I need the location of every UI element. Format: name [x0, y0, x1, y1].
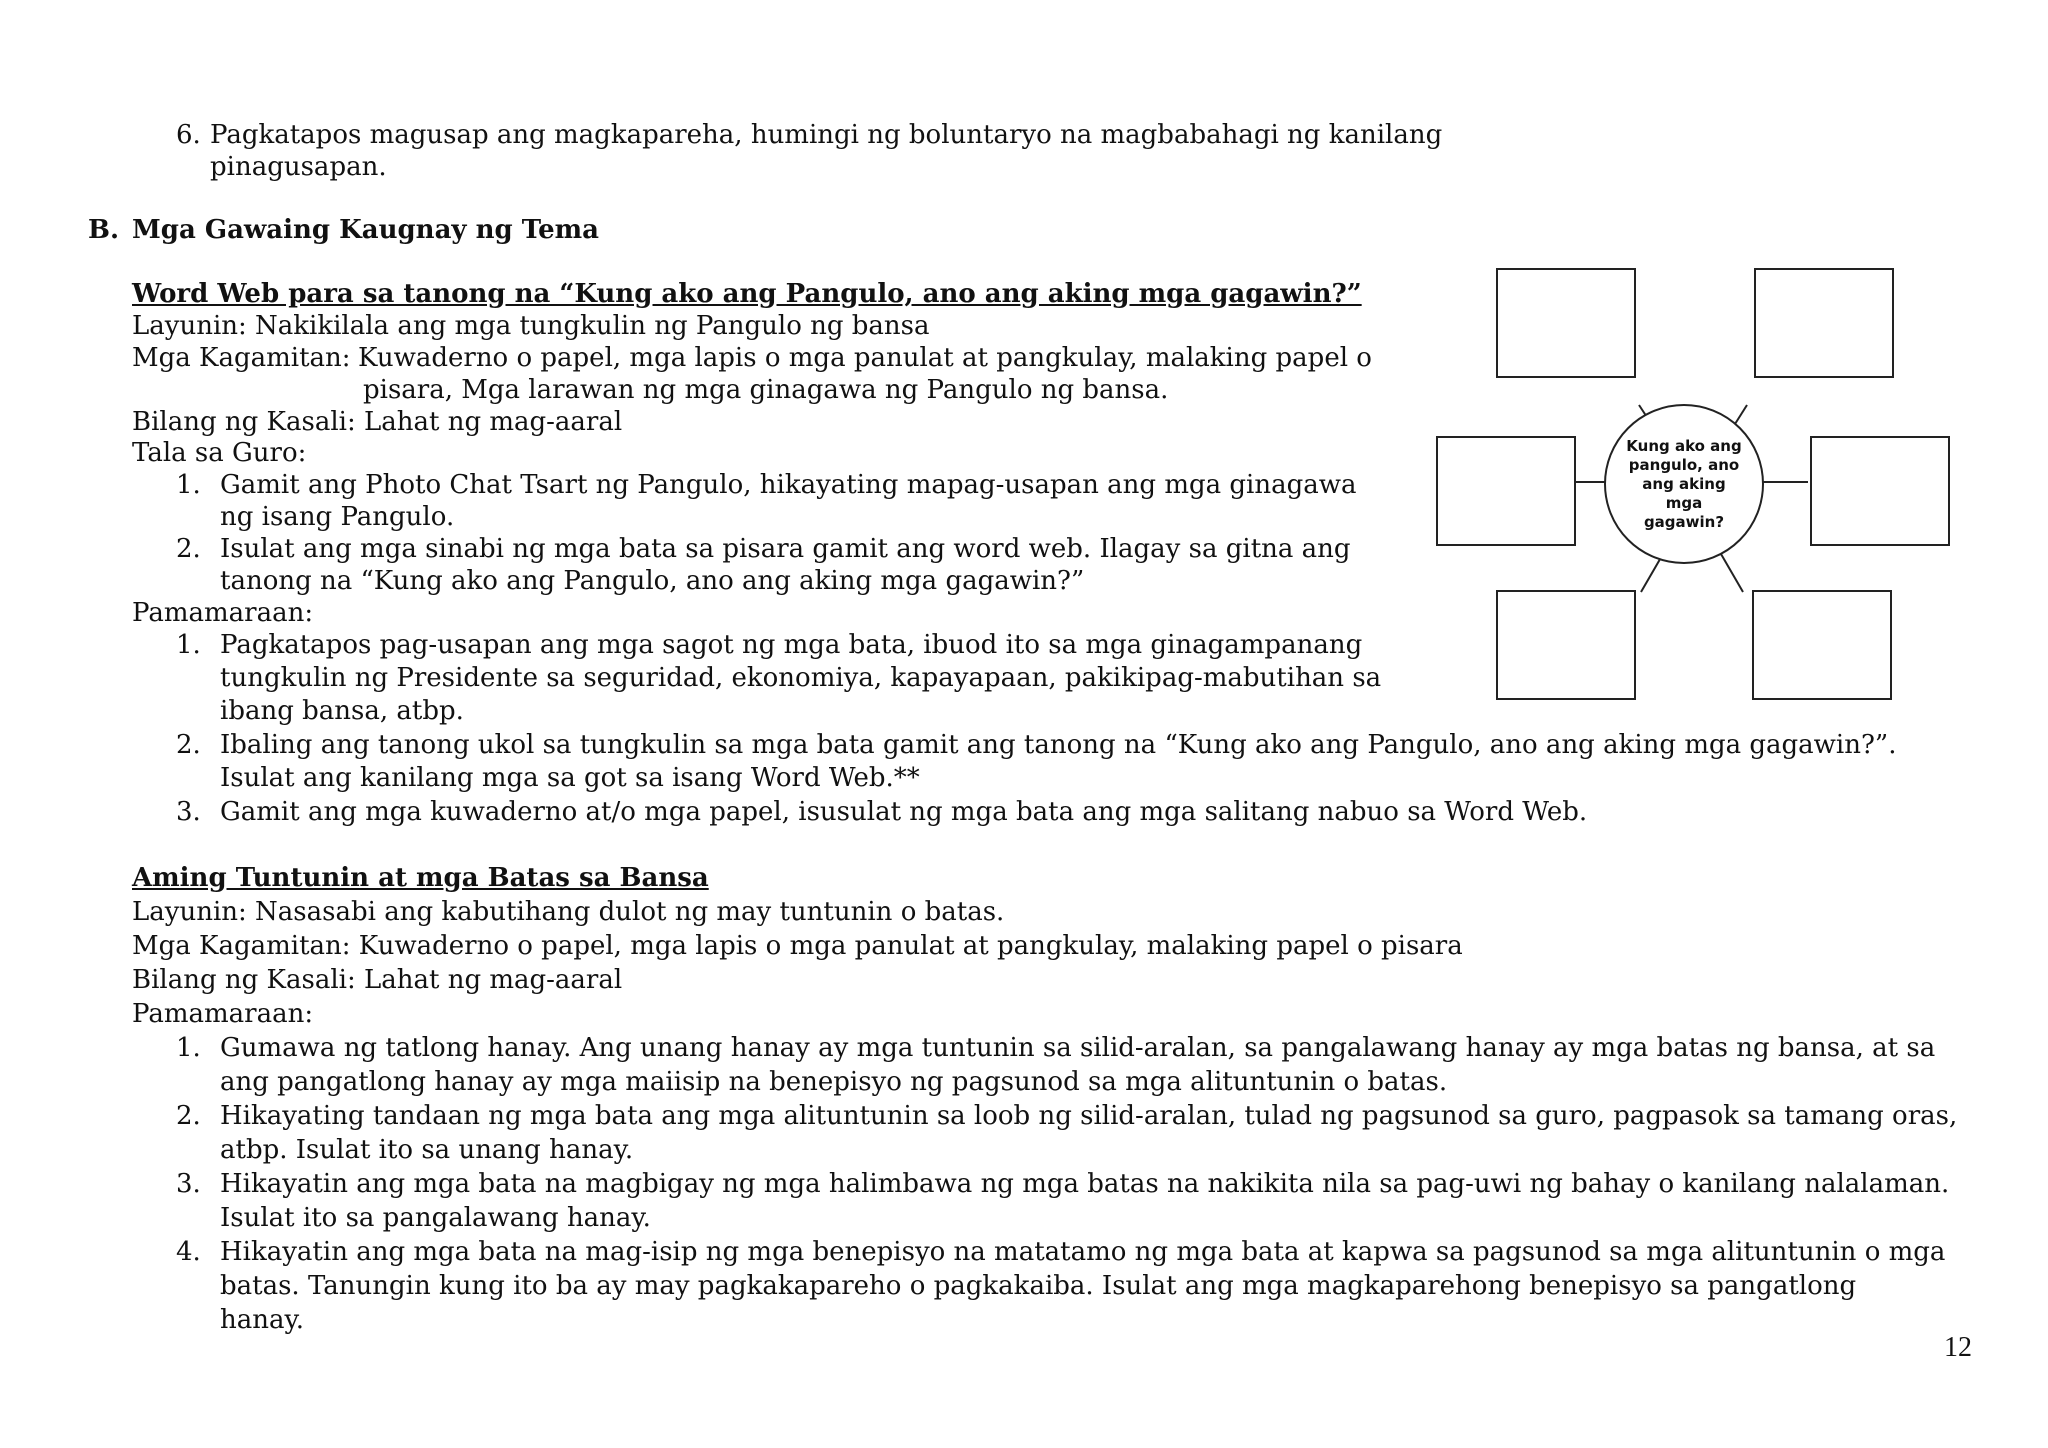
pam2-item-1-line-1: Gumawa ng tatlong hanay. Ang unang hanay ay mga tuntunin sa silid-aralan, sa pangalawang hanay ay mga batas ng bansa, at sa	[220, 1033, 1936, 1063]
pam2-item-4-number: 4.	[176, 1237, 201, 1267]
pam2-item-4-line-2: batas. Tanungin kung ito ba ay may pagkakapareho o pagkakaiba. Isulat ang mga magkaparehong benepisyo sa pangatlong	[220, 1271, 1857, 1301]
pam1-item-2-line-1: Ibaling ang tanong ukol sa tungkulin sa mga bata gamit ang tanong na “Kung ako ang Pangulo, ano ang aking mga gagawin?”.	[220, 730, 1897, 760]
tala-item-1-number: 1.	[176, 470, 201, 500]
pam2-item-3-line-1: Hikayatin ang mga bata na magbigay ng mga halimbawa ng mga batas na nakikita nila sa pag-uwi ng bahay o kanilang nalalaman.	[220, 1169, 1950, 1199]
pam1-item-1-number: 1.	[176, 630, 201, 660]
activity1-kagamitan-line-1: Kuwaderno o papel, mga lapis o mga panulat at pangkulay, malaking papel o	[358, 343, 1372, 373]
word-web-diagram	[1436, 268, 1956, 708]
pam1-item-1-line-1: Pagkatapos pag-usapan ang mga sagot ng mga bata, ibuod ito sa mga ginagampanang	[220, 630, 1363, 660]
pam2-item-3-number: 3.	[176, 1169, 201, 1199]
activity2-layunin: Layunin: Nasasabi ang kabutihang dulot ng may tuntunin o batas.	[132, 897, 1005, 927]
activity1-kagamitan-label: Mga Kagamitan:	[132, 343, 351, 373]
activity1-tala-label: Tala sa Guro:	[132, 438, 307, 468]
web-center-circle	[1604, 404, 1764, 564]
web-box-top-right	[1754, 268, 1894, 378]
pam1-item-2-line-2: Isulat ang kanilang mga sa got sa isang Word Web.**	[220, 763, 920, 793]
connector-bottom-right	[1721, 554, 1743, 592]
pam1-item-3-number: 3.	[176, 797, 201, 827]
pam2-item-3-line-2: Isulat ito sa pangalawang hanay.	[220, 1203, 651, 1233]
web-box-bottom-left	[1496, 590, 1636, 700]
activity1-kasali: Bilang ng Kasali: Lahat ng mag-aaral	[132, 407, 623, 437]
activity2-kagamitan: Mga Kagamitan: Kuwaderno o papel, mga lapis o mga panulat at pangkulay, malaking papel o pisara	[132, 931, 1463, 961]
pam1-item-2-number: 2.	[176, 730, 201, 760]
pam2-item-2-number: 2.	[176, 1101, 201, 1131]
tala-item-1-line-1: Gamit ang Photo Chat Tsart ng Pangulo, hikayating mapag-usapan ang mga ginagawa	[220, 470, 1357, 500]
pam2-item-1-line-2: ang pangatlong hanay ay mga maiisip na benepisyo ng pagsunod sa mga alituntunin o batas.	[220, 1067, 1448, 1097]
activity2-title: Aming Tuntunin at mga Batas sa Bansa	[132, 863, 709, 893]
intro-item-line-2: pinagusapan.	[210, 152, 387, 182]
activity1-kagamitan-line-2: pisara, Mga larawan ng mga ginagawa ng Pangulo ng bansa.	[363, 375, 1169, 405]
page-number: 12	[1944, 1332, 1972, 1363]
web-center-text: Kung ako ang pangulo, ano ang aking mga gagawin?	[1626, 436, 1742, 531]
web-box-bottom-right	[1752, 590, 1892, 700]
pam2-item-4-line-3: hanay.	[220, 1305, 304, 1335]
pam2-item-4-line-1: Hikayatin ang mga bata na mag-isip ng mga benepisyo na matatamo ng mga bata at kapwa sa pagsunod sa mga alituntunin o mga	[220, 1237, 1946, 1267]
pam2-item-1-number: 1.	[176, 1033, 201, 1063]
activity1-title: Word Web para sa tanong na “Kung ako ang Pangulo, ano ang aking mga gagawin?”	[132, 279, 1362, 309]
activity1-layunin: Layunin: Nakikilala ang mga tungkulin ng Pangulo ng bansa	[132, 311, 930, 341]
intro-item-number: 6.	[176, 120, 201, 150]
web-box-left	[1436, 436, 1576, 546]
tala-item-1-line-2: ng isang Pangulo.	[220, 502, 455, 532]
pam1-item-3-line-1: Gamit ang mga kuwaderno at/o mga papel, isusulat ng mga bata ang mga salitang nabuo sa Word Web.	[220, 797, 1588, 827]
tala-item-2-line-1: Isulat ang mga sinabi ng mga bata sa pisara gamit ang word web. Ilagay sa gitna ang	[220, 534, 1351, 564]
pam2-item-2-line-1: Hikayating tandaan ng mga bata ang mga alituntunin sa loob ng silid-aralan, tulad ng pagsunod sa guro, pagpasok sa tamang oras,	[220, 1101, 1958, 1131]
pam2-item-2-line-2: atbp. Isulat ito sa unang hanay.	[220, 1135, 634, 1165]
pam1-item-1-line-3: ibang bansa, atbp.	[220, 696, 464, 726]
activity2-pamamaraan-label: Pamamaraan:	[132, 999, 314, 1029]
tala-item-2-number: 2.	[176, 534, 201, 564]
intro-item-line-1: Pagkatapos magusap ang magkapareha, humingi ng boluntaryo na magbabahagi ng kanilang	[210, 120, 1443, 150]
pam1-item-1-line-2: tungkulin ng Presidente sa seguridad, ekonomiya, kapayapaan, pakikipag-mabutihan sa	[220, 663, 1382, 693]
web-box-right	[1810, 436, 1950, 546]
section-b-label: B.	[88, 215, 120, 245]
activity1-pamamaraan-label: Pamamaraan:	[132, 598, 314, 628]
tala-item-2-line-2: tanong na “Kung ako ang Pangulo, ano ang aking mga gagawin?”	[220, 566, 1085, 596]
web-box-top-left	[1496, 268, 1636, 378]
section-b-title: Mga Gawaing Kaugnay ng Tema	[132, 215, 599, 245]
activity2-kasali: Bilang ng Kasali: Lahat ng mag-aaral	[132, 965, 623, 995]
